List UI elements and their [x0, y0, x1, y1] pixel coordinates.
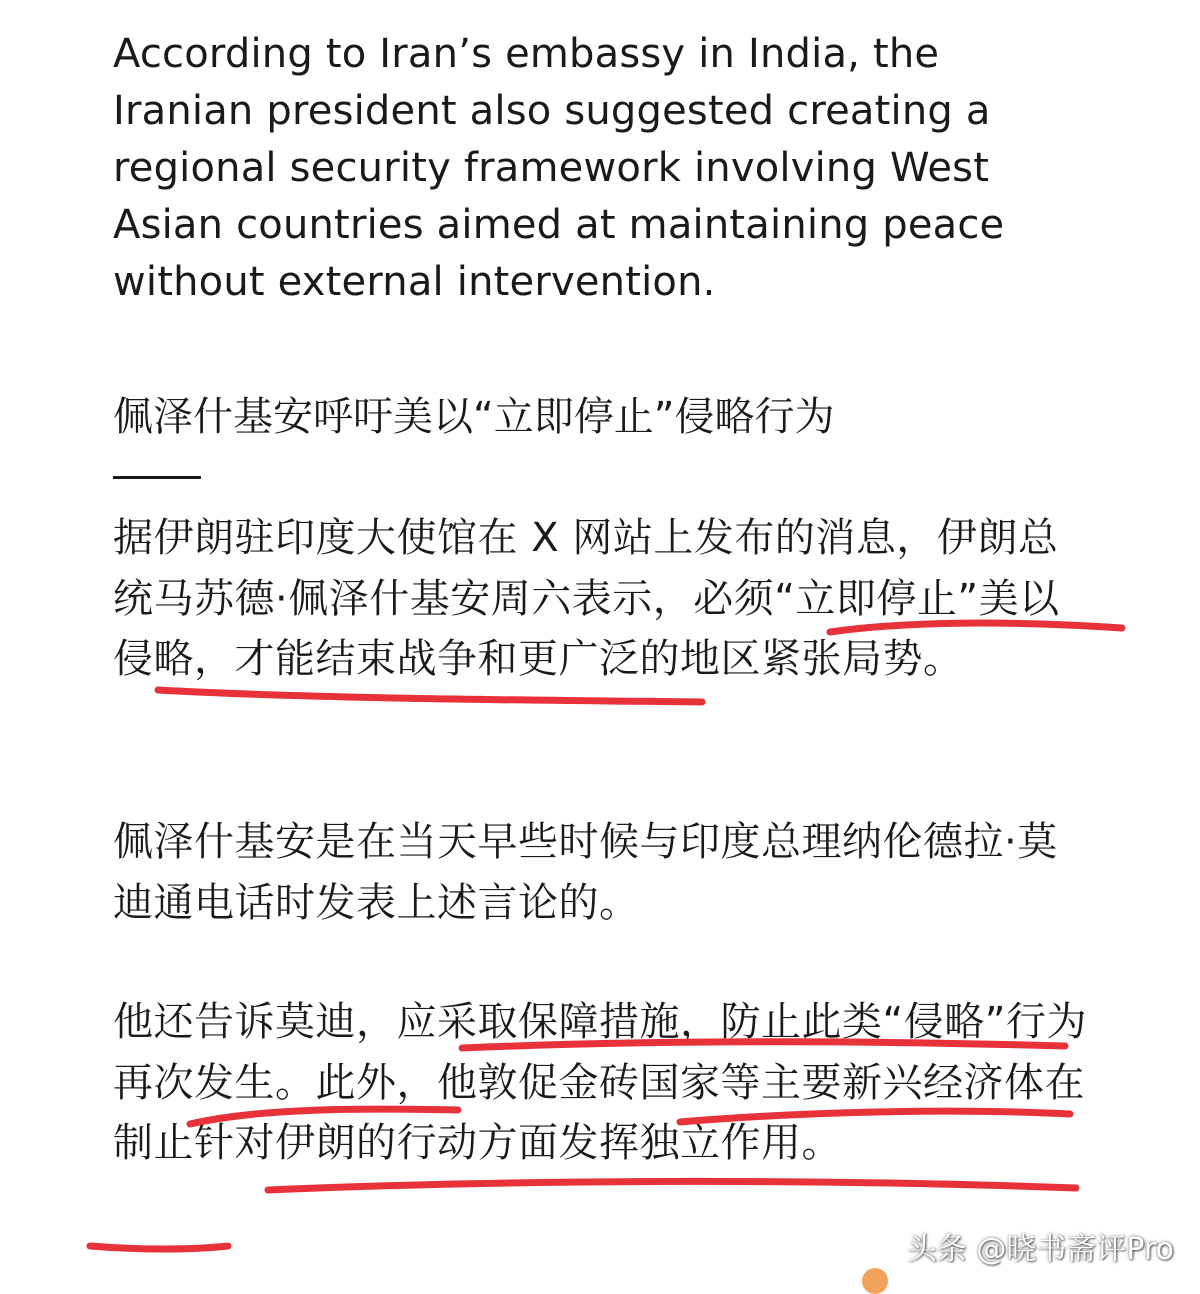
- source-watermark: 头条 @晓书斋评Pro: [906, 1232, 1174, 1267]
- corner-sticker: [862, 1268, 888, 1294]
- article-headline: 佩泽什基安呼吁美以“立即停止”侵略行为: [113, 394, 835, 440]
- paragraph-3: 他还告诉莫迪，应采取保障措施，防止此类“侵略”行为再次发生。此外，他敦促金砖国家等主要新兴经济体在制止针对伊朗的行动方面发挥独立作用。: [113, 999, 1087, 1166]
- paragraph-1: 据伊朗驻印度大使馆在 X 网站上发布的消息，伊朗总统马苏德·佩泽什基安周六表示，必须“立即停止”美以侵略，才能结束战争和更广泛的地区紧张局势。: [113, 515, 1060, 682]
- headline-divider: [113, 476, 201, 479]
- english-paragraph: According to Iran’s embassy in India, the Iranian president also suggested creating a regional security framework involving West Asian countries aimed at maintaining peace without external intervention.: [113, 31, 1005, 305]
- underline-1b: [158, 690, 702, 702]
- paragraph-2: 佩泽什基安是在当天早些时候与印度总理纳伦德拉·莫迪通电话时发表上述言论的。: [113, 819, 1058, 926]
- underline-3d: [268, 1181, 1076, 1190]
- article-body: [113, 26, 1088, 311]
- underline-3e: [90, 1246, 228, 1249]
